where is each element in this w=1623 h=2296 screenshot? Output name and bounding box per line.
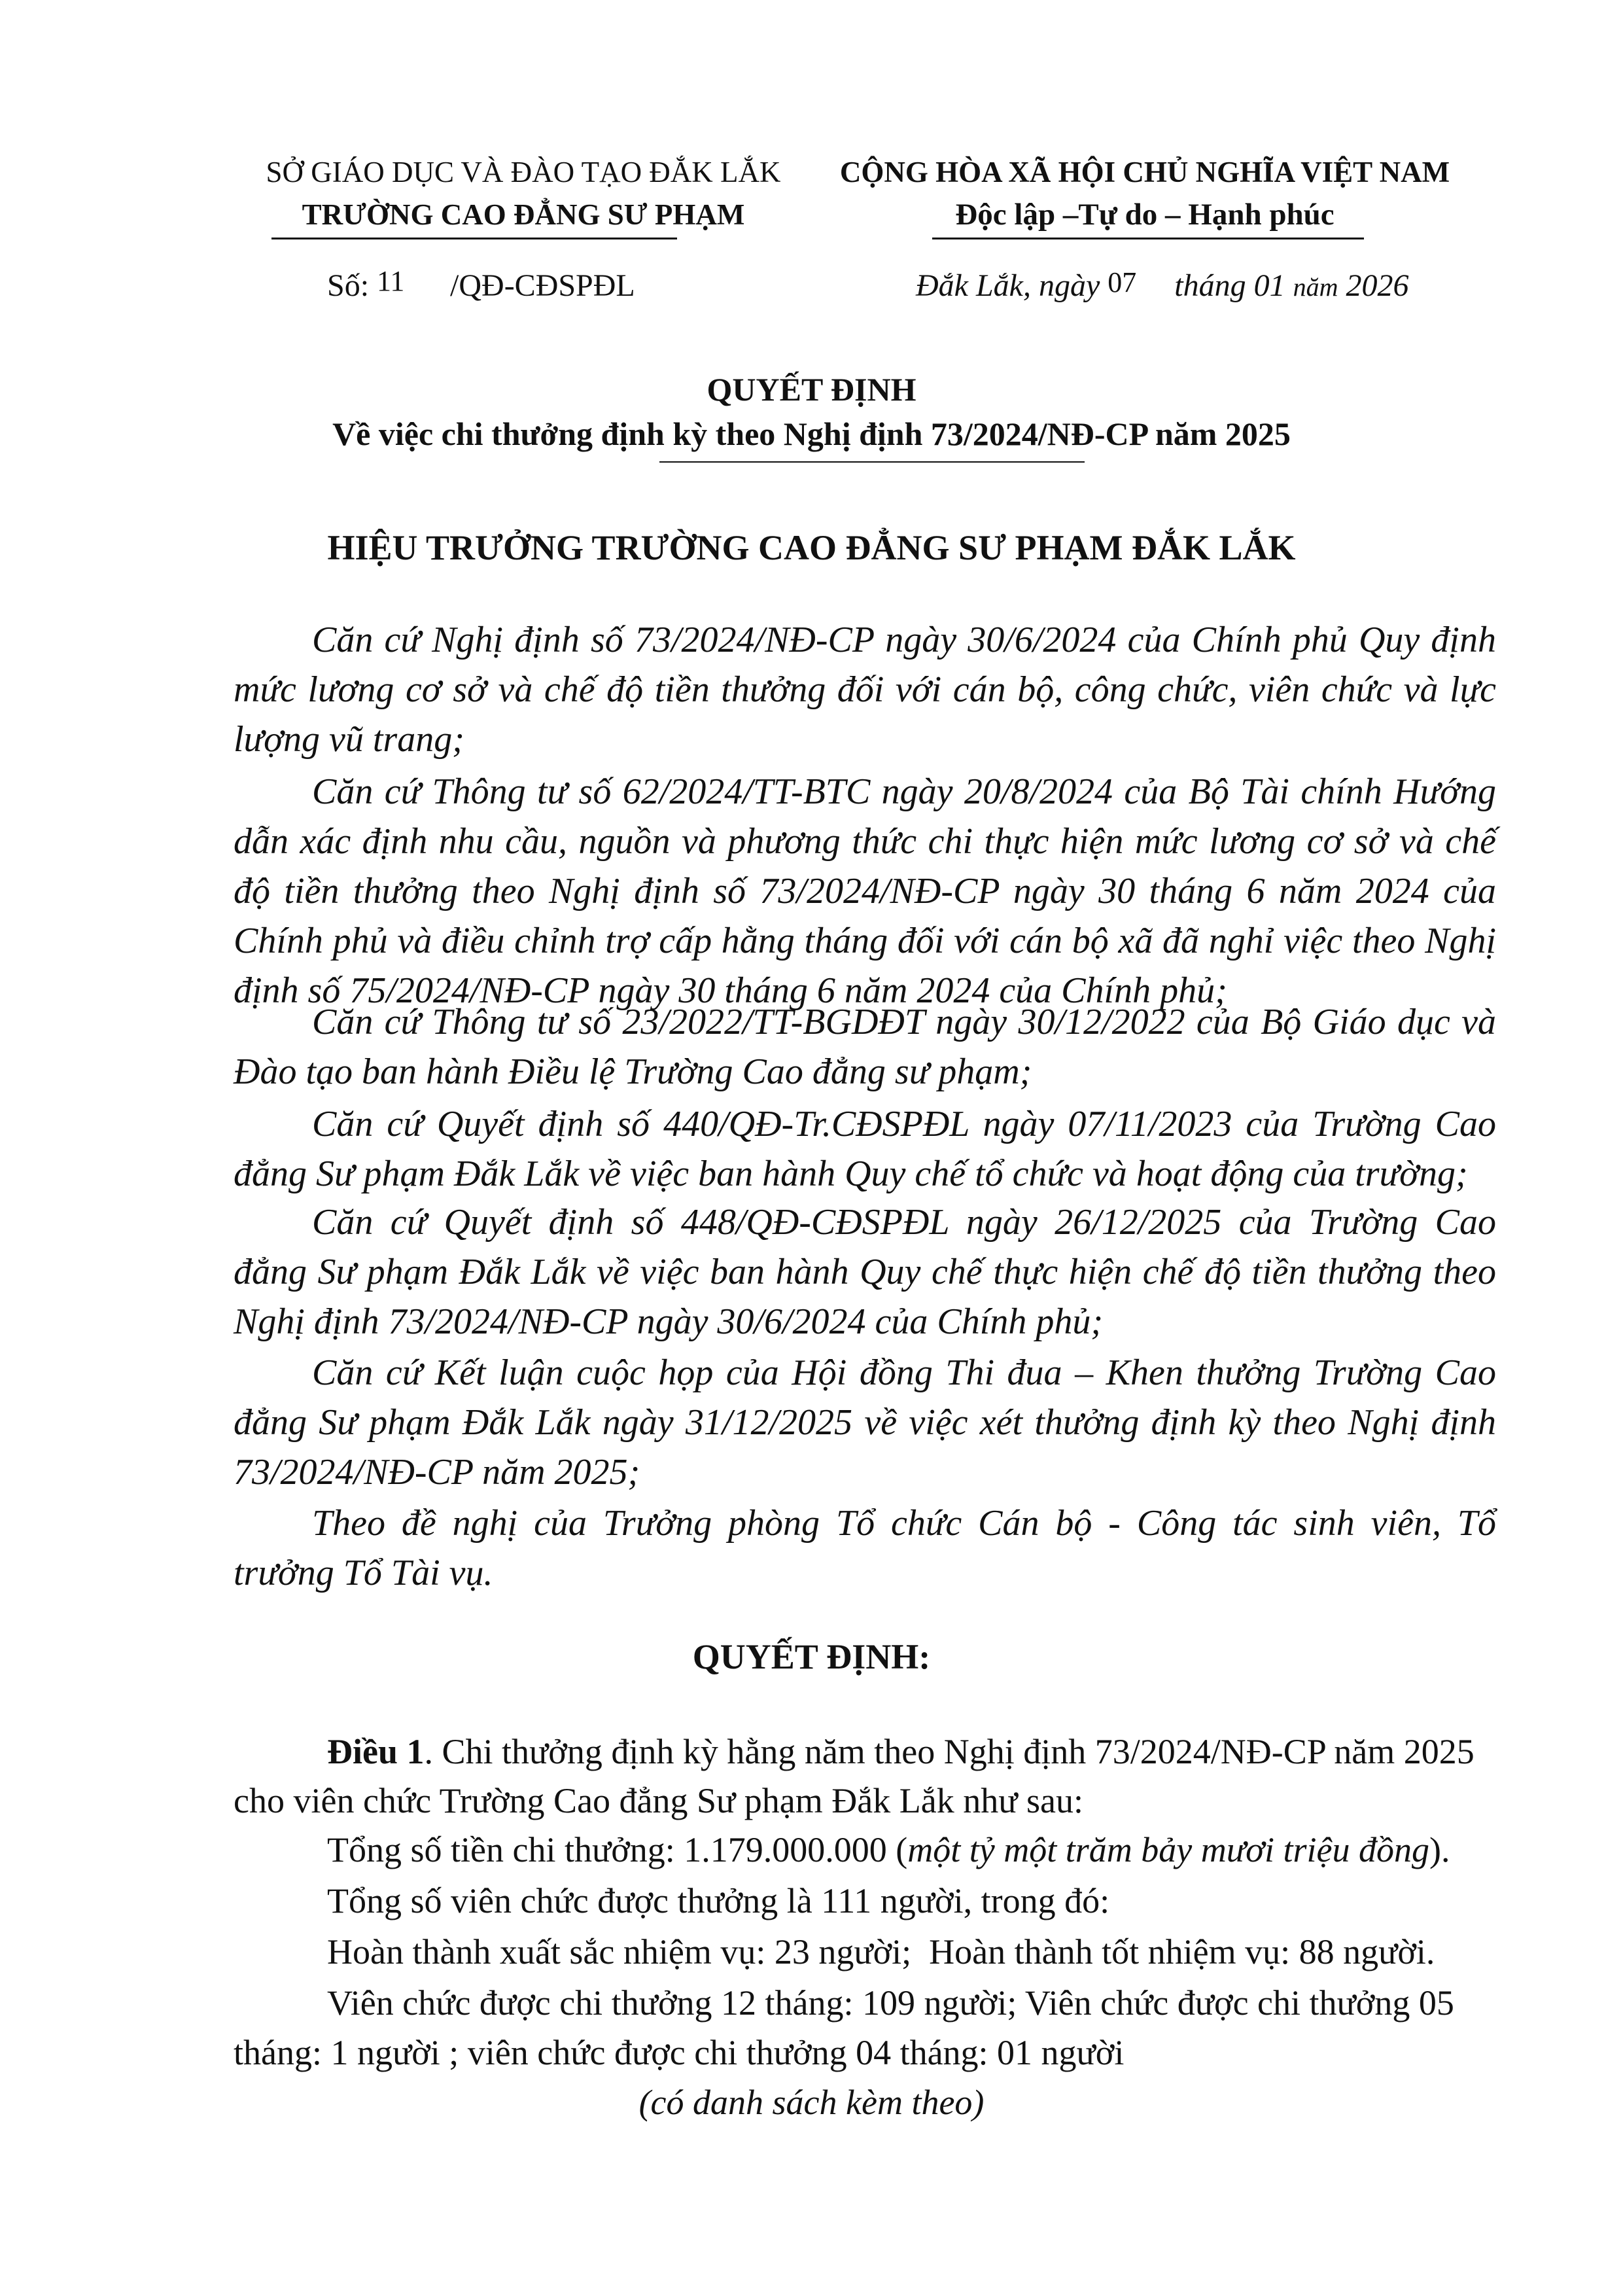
date-year-word: năm [1293, 272, 1338, 302]
months-line-2: tháng: 1 người ; viên chức được chi thưởng 04 tháng: 01 người [234, 2033, 1125, 2072]
agency-name: SỞ GIÁO DỤC VÀ ĐÀO TẠO ĐẮK LẮK [266, 156, 781, 188]
months-line-1: Viên chức được chi thưởng 12 tháng: 109 người; Viên chức được chi thưởng 05 [327, 1983, 1454, 2022]
subject-underline [659, 461, 1085, 463]
country-name: CỘNG HÒA XÃ HỘI CHỦ NGHĨA VIỆT NAM [839, 156, 1450, 188]
total-prefix: Tổng số tiền chi thưởng: 1.179.000.000 ( [327, 1830, 908, 1869]
article-1-line-2: cho viên chức Trường Cao đẳng Sư phạm Đắk Lắk như sau: [234, 1781, 1083, 1820]
basis-6: Căn cứ Kết luận cuộc họp của Hội đồng Thi đua – Khen thưởng Trường Cao đẳng Sư phạm Đắk Lắk ngày 31/12/2025 về việc xét thưởng định kỳ theo Nghị định 73/2024/NĐ-CP năm 2025; [234, 1352, 1496, 1492]
basis-1: Căn cứ Nghị định số 73/2024/NĐ-CP ngày 30/6/2024 của Chính phủ Quy định mức lương cơ sở và chế độ tiền thưởng đối với cán bộ, công chức, viên chức và lực lượng vũ trang; [234, 620, 1496, 760]
national-motto: Độc lập –Tự do – Hạnh phúc [955, 198, 1335, 232]
basis-7: Theo đề nghị của Trưởng phòng Tổ chức Cán bộ - Công tác sinh viên, Tổ trưởng Tổ Tài vụ. [234, 1503, 1496, 1593]
document-date [916, 264, 1409, 309]
basis-4: Căn cứ Quyết định số 440/QĐ-Tr.CĐSPĐL ngày 07/11/2023 của Trường Cao đẳng Sư phạm Đắk Lắk về việc ban hành Quy chế tổ chức và hoạt động của trường; [234, 1104, 1496, 1194]
total-in-words: một tỷ một trăm bảy mươi triệu đồng [907, 1830, 1429, 1869]
total-suffix: ). [1429, 1830, 1450, 1869]
basis-5: Căn cứ Quyết định số 448/QĐ-CĐSPĐL ngày 26/12/2025 của Trường Cao đẳng Sư phạm Đắk Lắk về việc ban hành Quy chế thực hiện chế độ tiền thưởng theo Nghị định 73/2024/NĐ-CP ngày 30/6/2024 của Chính phủ; [234, 1202, 1496, 1342]
article-1-line-1 [327, 1727, 1475, 1776]
basis-3: Căn cứ Thông tư số 23/2022/TT-BGDĐT ngày 30/12/2022 của Bộ Giáo dục và Đào tạo ban hành Điều lệ Trường Cao đẳng sư phạm; [234, 1002, 1496, 1092]
decision-subject: Về việc chi thưởng định kỳ theo Nghị định 73/2024/NĐ-CP năm 2025 [332, 415, 1291, 452]
decision-title: QUYẾT ĐỊNH [707, 371, 916, 408]
school-underline [271, 238, 677, 239]
issuing-authority: HIỆU TRƯỞNG TRƯỜNG CAO ĐẲNG SƯ PHẠM ĐẮK LẮK [327, 528, 1296, 567]
number-value: 11 [377, 265, 405, 297]
date-year: 2026 [1346, 268, 1409, 303]
date-month: tháng 01 [1174, 268, 1285, 303]
article-1-label: Điều 1 [327, 1732, 425, 1771]
date-day: 07 [1108, 266, 1137, 298]
ranking-breakdown: Hoàn thành xuất sắc nhiệm vụ: 23 người; Hoàn thành tốt nhiệm vụ: 88 người. [327, 1932, 1435, 1971]
number-prefix: Số: [327, 268, 370, 303]
article-1-text: . Chi thưởng định kỳ hằng năm theo Nghị định 73/2024/NĐ-CP năm 2025 [424, 1732, 1475, 1771]
staff-total: Tổng số viên chức được thưởng là 111 người, trong đó: [327, 1881, 1110, 1920]
attachment-note: (có danh sách kèm theo) [638, 2083, 985, 2122]
date-place: Đắk Lắk, ngày [916, 268, 1100, 303]
basis-2: Căn cứ Thông tư số 62/2024/TT-BTC ngày 20/8/2024 của Bộ Tài chính Hướng dẫn xác định nhu cầu, nguồn và phương thức chi thực hiện mức lương cơ sở và chế độ tiền thưởng theo Nghị định số 73/2024/NĐ-CP ngày 30 tháng 6 năm 2024 của Chính phủ và điều chỉnh trợ cấp hằng tháng đối với cán bộ xã đã nghỉ việc theo Nghị định số 75/2024/NĐ-CP ngày 30 tháng 6 năm 2024 của Chính phủ; [234, 771, 1496, 1011]
school-name: TRƯỜNG CAO ĐẲNG SƯ PHẠM [302, 198, 745, 231]
document-number [327, 264, 635, 308]
motto-underline [932, 238, 1364, 239]
decision-heading: QUYẾT ĐỊNH: [692, 1637, 931, 1676]
total-amount [327, 1826, 1450, 1874]
number-suffix: /QĐ-CĐSPĐL [450, 268, 635, 303]
